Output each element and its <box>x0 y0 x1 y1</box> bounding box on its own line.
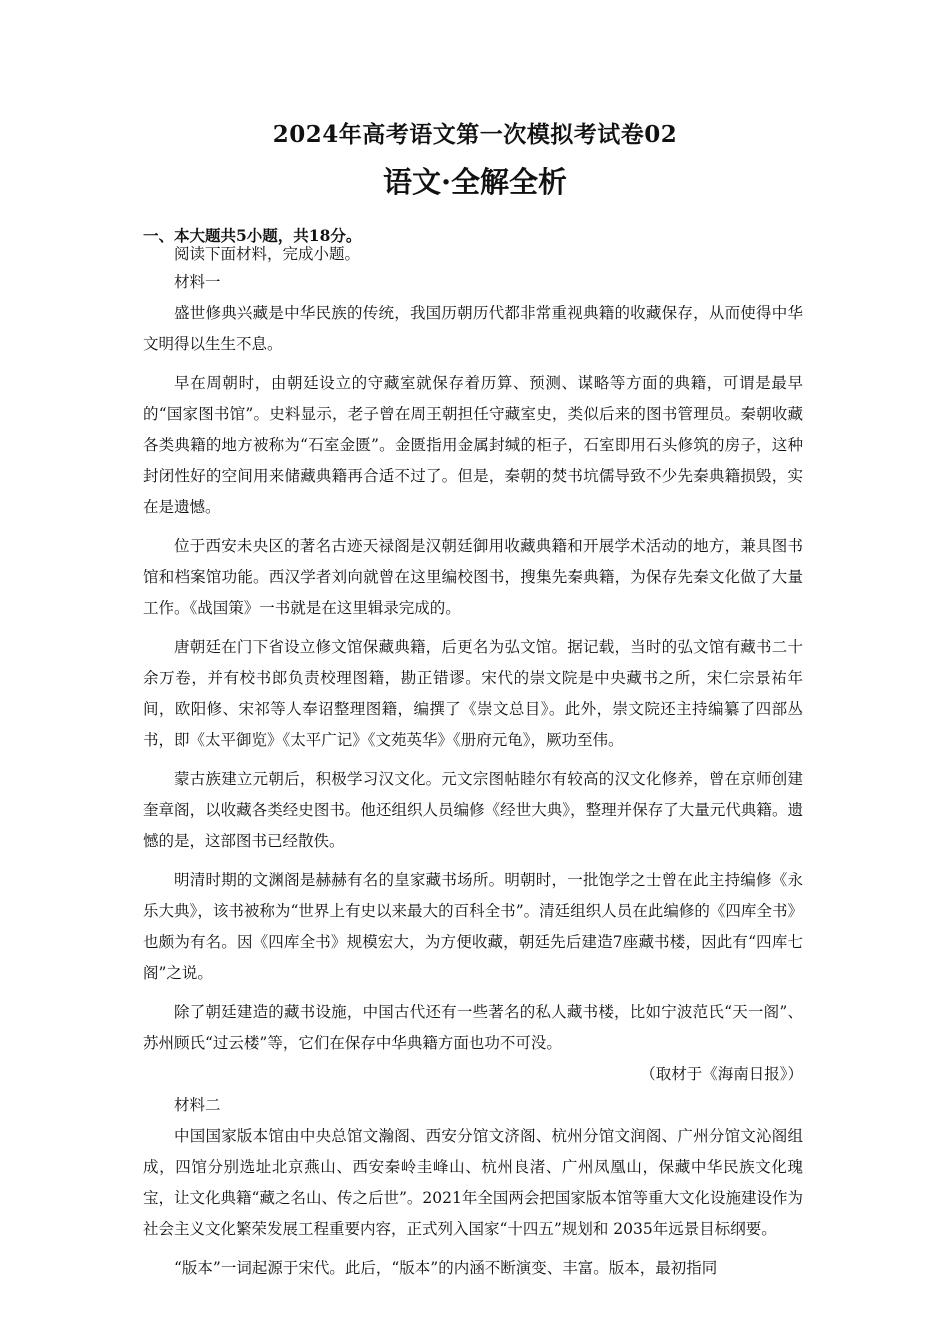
document-title: 2024年高考语文第一次模拟考试卷02 <box>272 121 678 148</box>
material1-paragraph: 唐朝廷在门下省设立修文馆保藏典籍，后更名为弘文馆。据记载，当时的弘文馆有藏书二十余万卷，并有校书郎负责校理图籍，勘正错谬。宋代的崇文院是中央藏书之所，宋仁宗景祐年间，欧阳修、宋祁等人奉诏整理图籍，编撰了《崇文总目》。此外，崇文院还主持编纂了四部丛书，即《太平御览》《太平广记》《文苑英华》《册府元龟》，厥功至伟。 <box>143 638 803 749</box>
reading-content <box>143 244 803 1284</box>
material1-paragraph: 蒙古族建立元朝后，积极学习汉文化。元文宗图帖睦尔有较高的汉文化修养，曾在京师创建奎章阁，以收藏各类经史图书。他还组织人员编修《经世大典》，整理并保存了大量元代典籍。遗憾的是，这部图书已经散佚。 <box>143 770 803 850</box>
material2-label: 材料二 <box>174 1096 221 1114</box>
section-heading: 一、本大题共5小题，共18分。 <box>143 226 362 245</box>
material1-paragraph: 盛世修典兴藏是中华民族的传统，我国历朝历代都非常重视典籍的收藏保存，从而使得中华文明得以生生不息。 <box>143 304 803 353</box>
material2-paragraph: “版本”一词起源于宋代。此后，“版本”的内涵不断演变、丰富。版本，最初指同 <box>174 1259 718 1277</box>
material1-label: 材料一 <box>174 273 221 291</box>
instruction-text: 阅读下面材料，完成小题。 <box>174 245 361 263</box>
material1-paragraph: 早在周朝时，由朝廷设立的守藏室就保存着历算、预测、谋略等方面的典籍，可谓是最早的“国家图书馆”。史料显示，老子曾在周王朝担任守藏室史，类似后来的图书管理员。秦朝收藏各类典籍的地方被称为“石室金匮”。金匮指用金属封缄的柜子，石室即用石头修筑的房子，这种封闭性好的空间用来储藏典籍再合适不过了。但是，秦朝的焚书坑儒导致不少先秦典籍损毁，实在是遗憾。 <box>143 374 803 516</box>
document-subtitle: 语文·全解全析 <box>382 165 568 199</box>
material1-paragraph: 位于西安未央区的著名古迹天禄阁是汉朝廷御用收藏典籍和开展学术活动的地方，兼具图书馆和档案馆功能。西汉学者刘向就曾在这里编校图书，搜集先秦典籍，为保存先秦文化做了大量工作。《战国策》一书就是在这里辑录完成的。 <box>143 537 803 617</box>
material2-paragraph: 中国国家版本馆由中央总馆文瀚阁、西安分馆文济阁、杭州分馆文润阁、广州分馆文沁阁组成，四馆分别选址北京燕山、西安秦岭圭峰山、杭州良渚、广州凤凰山，保藏中华民族文化瑰宝，让文化典籍“藏之名山、传之后世”。2021年全国两会把国家版本馆等重大文化设施建设作为社会主义文化繁荣发展工程重要内容，正式列入国家“十四五”规划和 2035年远景目标纲要。 <box>143 1127 803 1238</box>
material1-paragraph: 除了朝廷建造的藏书设施，中国古代还有一些著名的私人藏书楼，比如宁波范氏“天一阁”、苏州顾氏“过云楼”等，它们在保存中华典籍方面也功不可没。 <box>143 1003 803 1052</box>
material1-source: （取材于《海南日报》） <box>640 1065 803 1083</box>
material1-paragraph: 明清时期的文渊阁是赫赫有名的皇家藏书场所。明朝时，一批饱学之士曾在此主持编修《永乐大典》，该书被称为“世界上有史以来最大的百科全书”。清廷组织人员在此编修的《四库全书》也颇为有名。因《四库全书》规模宏大，为方便收藏，朝廷先后建造7座藏书楼，因此有“四库七阁”之说。 <box>143 871 803 982</box>
